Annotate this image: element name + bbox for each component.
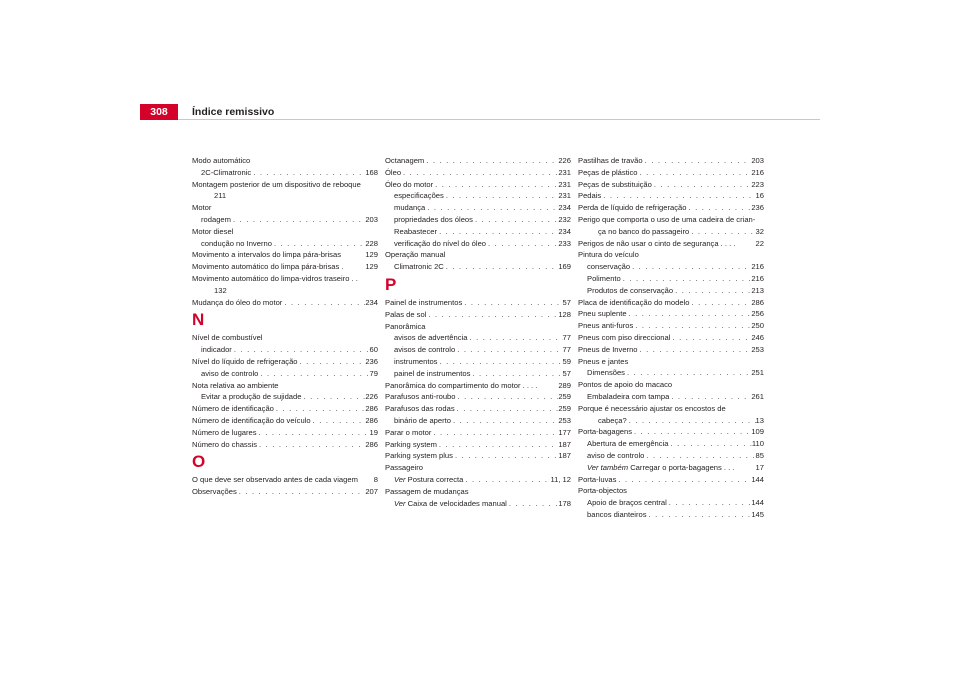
index-entry[interactable]: Parking system . . . 187 [385, 439, 571, 451]
index-entry[interactable]: Movimento automático do limpa-vidros traseiro . . 132 [192, 273, 358, 295]
index-entry[interactable]: Número de identificação do veículo . . . 286 [192, 415, 378, 427]
index-entry[interactable]: Ver Postura correcta . . . 11, 12 [385, 474, 571, 486]
index-entry[interactable]: Pastilhas de travão . . . 203 [578, 155, 764, 167]
page-number-badge: 308 [140, 104, 178, 120]
index-entry[interactable]: Perigos de não usar o cinto de segurança . . . . 22 [578, 238, 764, 248]
index-entry[interactable]: Parar o motor . . . 177 [385, 427, 571, 439]
index-entry: Pintura do veículo [578, 250, 639, 260]
index-column-3 [578, 155, 764, 521]
index-entry[interactable]: Produtos de conservação . . . 213 [578, 285, 764, 297]
index-entry[interactable]: painel de instrumentos . . . 57 [385, 368, 571, 380]
index-entry[interactable]: Porque é necessário ajustar os encostos de cabeça? . . . 13 [578, 403, 764, 427]
index-entry[interactable]: Painel de instrumentos . . . 57 [385, 297, 571, 309]
index-entry[interactable]: propriedades dos óleos . . . 232 [385, 214, 571, 226]
index-entry[interactable]: rodagem . . . 203 [192, 214, 378, 226]
page-title: Índice remissivo [192, 106, 275, 118]
index-entry[interactable]: Dimensões . . . 251 [578, 367, 764, 379]
header-rule [178, 119, 820, 120]
index-entry[interactable]: avisos de controlo . . . 77 [385, 344, 571, 356]
index-entry[interactable]: Perigo que comporta o uso de uma cadeira de crian- ça no banco do passageiro . . . 32 [578, 214, 764, 238]
index-entry[interactable]: Reabastecer . . . 234 [385, 226, 571, 238]
index-entry[interactable]: Pneu suplente . . . 256 [578, 308, 764, 320]
index-entry[interactable]: Movimento a intervalos do limpa pára-brisas 129 [192, 250, 378, 260]
index-entry[interactable]: Perda de líquido de refrigeração . . . 236 [578, 202, 764, 214]
index-entry[interactable]: Mudança do óleo do motor . . . 234 [192, 297, 378, 309]
index-entry[interactable]: Movimento automático do limpa pára-brisas . 129 [192, 262, 378, 272]
index-entry[interactable]: Peças de plástico . . . 216 [578, 167, 764, 179]
index-entry[interactable]: mudança . . . 234 [385, 202, 571, 214]
index-entry: Passagem de mudanças [385, 486, 469, 496]
index-column-2 [385, 155, 571, 509]
index-entry[interactable]: Pneus com piso direccional . . . 246 [578, 332, 764, 344]
index-entry[interactable]: Número de lugares . . . 19 [192, 427, 378, 439]
index-entry[interactable]: especificações . . . 231 [385, 190, 571, 202]
index-entry[interactable]: condução no Inverno . . . 228 [192, 238, 378, 250]
index-entry[interactable]: Número de identificação . . . 286 [192, 403, 378, 415]
index-entry[interactable]: Apoio de braços central . . . 144 [578, 497, 764, 509]
index-entry[interactable]: Porta-luvas . . . 144 [578, 474, 764, 486]
index-entry[interactable]: instrumentos . . . 59 [385, 356, 571, 368]
index-entry[interactable]: bancos dianteiros . . . 145 [578, 509, 764, 521]
index-entry[interactable]: Parking system plus . . . 187 [385, 450, 571, 462]
index-entry[interactable]: binário de aperto . . . 253 [385, 415, 571, 427]
index-entry[interactable]: avisos de advertência . . . 77 [385, 332, 571, 344]
index-entry: Operação manual [385, 250, 446, 260]
index-entry: Nível de combustível [192, 333, 263, 343]
index-entry[interactable]: Ver Caixa de velocidades manual . . . 178 [385, 498, 571, 510]
index-entry: Pneus e jantes [578, 356, 629, 366]
index-entry[interactable]: Óleo . . . 231 [385, 167, 571, 179]
index-entry[interactable]: Pedais . . . 16 [578, 190, 764, 202]
index-entry: Motor [192, 203, 212, 213]
index-entry[interactable]: Nível do líquido de refrigeração . . . 236 [192, 356, 378, 368]
index-entry[interactable]: Parafusos das rodas . . . 259 [385, 403, 571, 415]
index-entry[interactable]: Número do chassis . . . 286 [192, 439, 378, 451]
index-entry: Motor diesel [192, 226, 234, 236]
index-entry[interactable]: Porta-bagagens . . . 109 [578, 426, 764, 438]
index-entry[interactable]: conservação . . . 216 [578, 261, 764, 273]
index-entry[interactable]: indicador . . . 60 [192, 344, 378, 356]
index-entry[interactable]: Abertura de emergência . . . 110 [578, 438, 764, 450]
index-entry: Pontos de apoio do macaco [578, 380, 673, 390]
index-entry[interactable]: Panorâmica do compartimento do motor . . . . 289 [385, 380, 571, 390]
index-entry[interactable]: Polimento . . . 216 [578, 273, 764, 285]
index-entry[interactable]: Pneus de Inverno . . . 253 [578, 344, 764, 356]
index-entry: Passageiro [385, 463, 423, 473]
index-entry[interactable]: Ver também Carregar o porta-bagagens . . . 17 [587, 462, 764, 472]
index-entry: Modo automático [192, 156, 251, 165]
index-entry[interactable]: O que deve ser observado antes de cada viagem 8 [192, 475, 378, 485]
index-entry[interactable]: aviso de controlo . . . 79 [192, 368, 378, 380]
index-entry: Nota relativa ao ambiente [192, 380, 279, 390]
index-entry[interactable]: Evitar a produção de sujidade . . . 226 [192, 391, 378, 403]
index-entry[interactable]: Óleo do motor . . . 231 [385, 179, 571, 191]
index-entry[interactable]: Embaladeira com tampa . . . 261 [578, 391, 764, 403]
index-entry[interactable]: Observações . . . 207 [192, 486, 378, 498]
index-entry[interactable]: Climatronic 2C . . . 169 [385, 261, 571, 273]
index-entry: Porta-objectos [578, 486, 627, 496]
index-entry[interactable]: verificação do nível do óleo . . . 233 [385, 238, 571, 250]
index-entry[interactable]: Parafusos anti-roubo . . . 259 [385, 391, 571, 403]
index-entry[interactable]: Peças de substituição . . . 223 [578, 179, 764, 191]
index-entry[interactable]: Octanagem . . . 226 [385, 155, 571, 167]
section-letter-n: N [192, 310, 205, 330]
index-entry[interactable]: Palas de sol . . . 128 [385, 309, 571, 321]
index-entry[interactable]: Placa de identificação do modelo . . . 286 [578, 297, 764, 309]
page-header [140, 104, 820, 120]
index-column-1 [192, 155, 378, 498]
section-letter-o: O [192, 452, 206, 472]
index-entry: Panorâmica [385, 321, 426, 331]
section-letter-p: P [385, 274, 397, 294]
index-entry[interactable]: Montagem posterior de um dispositivo de reboque 211 [192, 179, 361, 201]
index-entry[interactable]: Pneus anti-furos . . . 250 [578, 320, 764, 332]
index-entry[interactable]: 2C-Climatronic . . . 168 [192, 167, 378, 179]
index-entry[interactable]: aviso de controlo . . . 85 [578, 450, 764, 462]
